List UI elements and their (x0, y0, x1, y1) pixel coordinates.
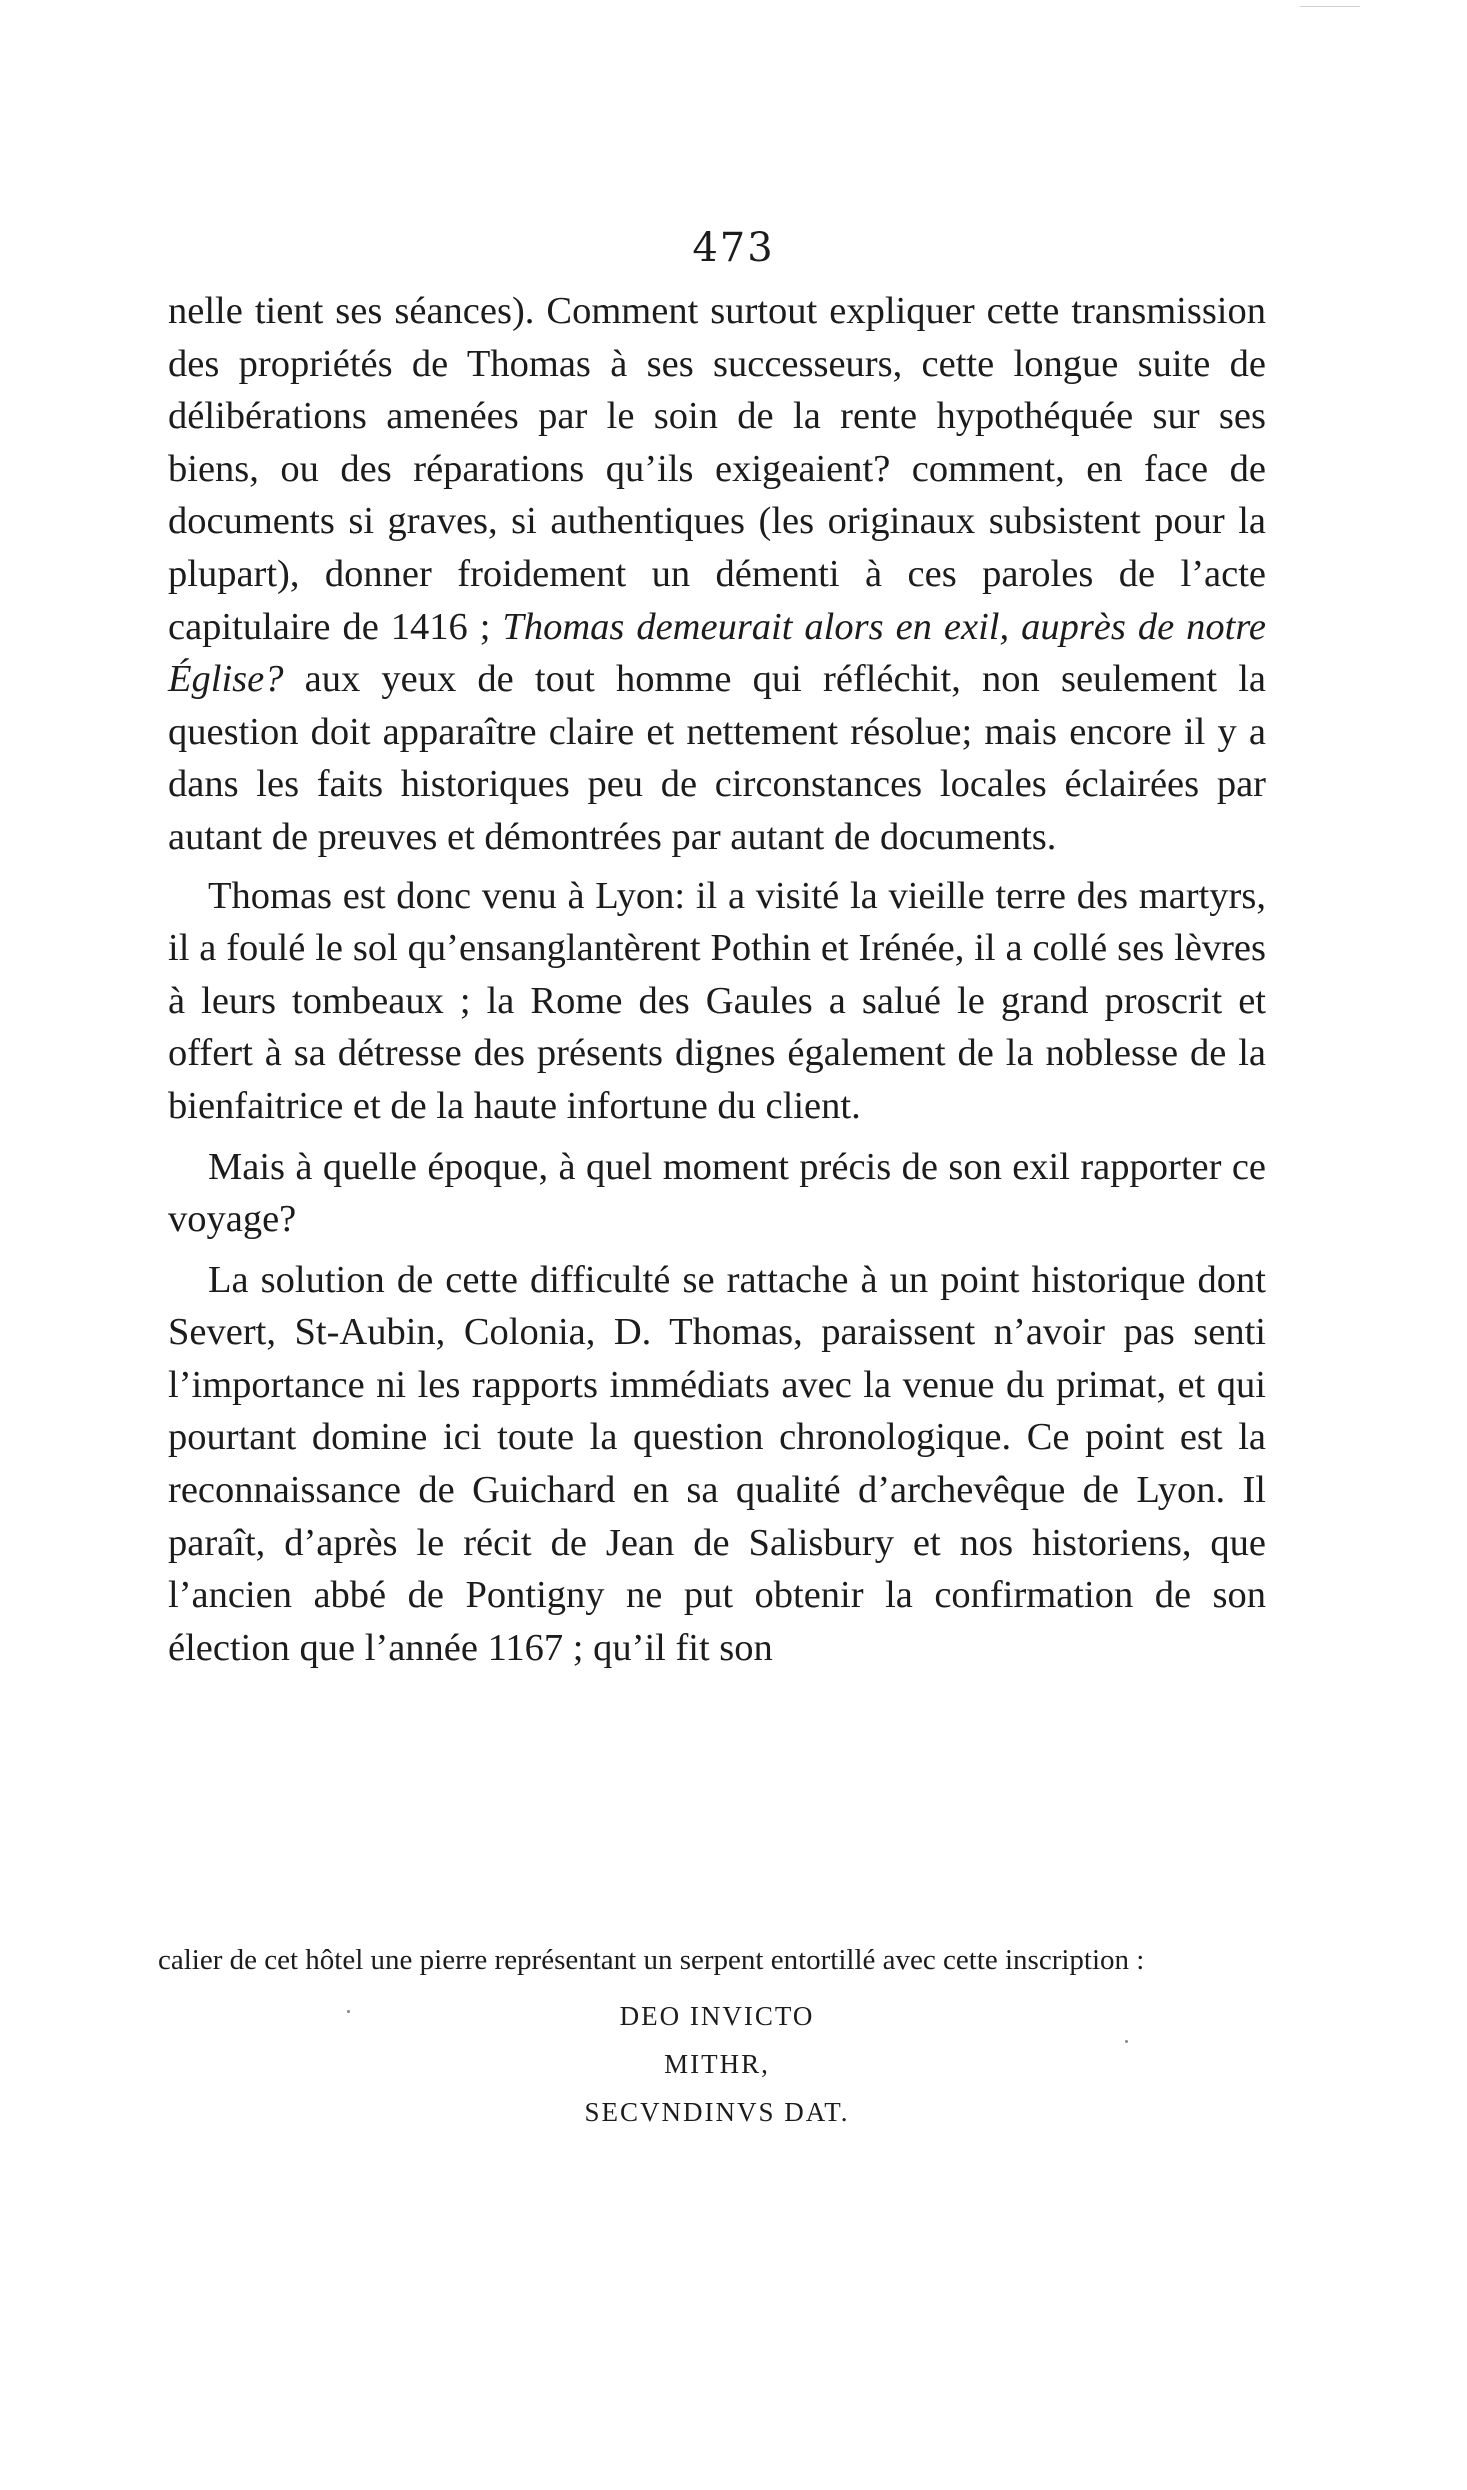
paragraph-4: La solution de cette difficulté se rattache à un point historique dont Severt, St-Aubin, Colonia, D. Thomas, paraissent n’avoir pas senti l’importance ni les rapports immédiats avec la venue du primat, et qui pourtant domine ici toute la question chronologique. Ce point est la reconnaissance de Guichard en sa qualité d’archevêque de Lyon. Il paraît, d’après le récit de Jean de Salisbury et nos historiens, que l’ancien abbé de Pontigny ne put obtenir la confirmation de son élection que l’année 1167 ; qu’il fit son (168, 1258, 1266, 1669)
paragraph-1-italic-quote: Thomas demeurait alors en exil, auprès de notre Église? (168, 605, 1267, 701)
scan-edge-mark (1300, 6, 1360, 7)
page-number: 473 (692, 225, 775, 271)
paragraph-1-text: nelle tient ses séances). Comment surtout expliquer cette transmission des propriétés de Thomas à ses successeurs, cette longue suite de délibérations amenées par le soin de la rente hypothéquée sur ses biens, ou des réparations qu’ils exigeaient? comment, en face de documents si graves, si authentiques (les originaux subsistent pour la plupart), donner froidement un démenti à ces paroles de l’acte capitulaire de 1416 ; (168, 290, 1266, 648)
footnote-text: calier de cet hôtel une pierre représentant un serpent entortillé avec cette inscription : (158, 1944, 1145, 1976)
footnote-inscription (158, 1992, 1236, 2136)
inscription-line-2: MITHR, (664, 2049, 770, 2079)
footnote (158, 1940, 1236, 2136)
paragraph-1-text-continued: aux yeux de tout homme qui réfléchit, non seulement la question doit apparaître claire et nettement résolue; mais encore il y a dans les faits historiques peu de circonstances locales éclairées par autant de preuves et démontrées par autant de documents. (168, 658, 1266, 858)
inscription-line-1: DEO INVICTO (619, 2001, 815, 2031)
paragraph-3: Mais à quelle époque, à quel moment précis de son exil rapporter ce voyage? (168, 1145, 1266, 1241)
inscription-line-3: SECVNDINVS DAT. (584, 2097, 850, 2127)
scan-speck (1125, 2040, 1128, 2043)
paragraph-1 (168, 285, 1266, 864)
scan-speck (347, 2010, 350, 2013)
body-text (168, 285, 1266, 1674)
paragraph-2: Thomas est donc venu à Lyon: il a visité la vieille terre des martyrs, il a foulé le sol qu’ensanglantèrent Pothin et Irénée, il a collé ses lèvres à leurs tombeaux ; la Rome des Gaules a salué le grand proscrit et offert à sa détresse des présents dignes également de la noblesse de la bienfaitrice et de la haute infortune du client. (168, 874, 1266, 1127)
